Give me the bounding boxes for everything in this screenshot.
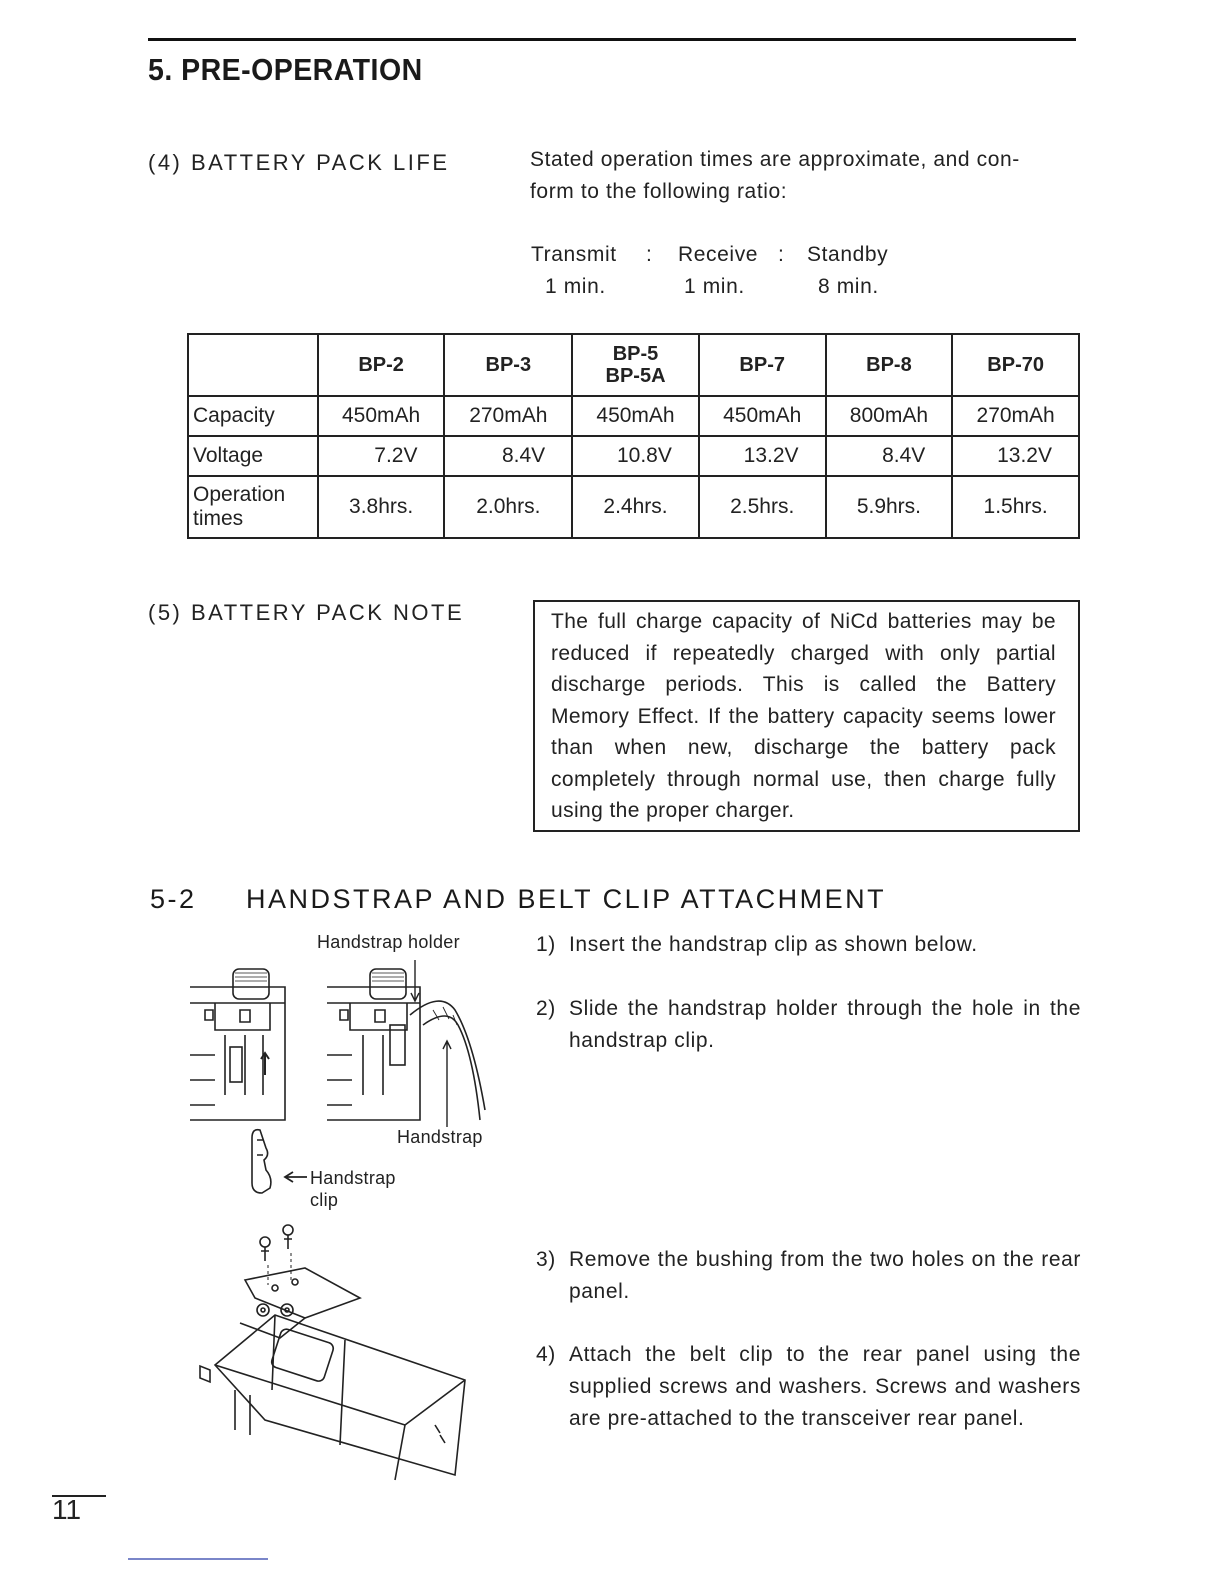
header-bp70: BP-70 [952,334,1079,396]
table-cell: 450mAh [699,396,826,436]
header-bp2: BP-2 [318,334,445,396]
header-bp7: BP-7 [699,334,826,396]
belt-clip-icon [240,1268,360,1338]
row-label-voltage: Voltage [188,436,318,476]
table-cell: 13.2V [699,436,826,476]
step-1 [536,929,1081,961]
step-4 [536,1339,1081,1435]
label-handstrap: Handstrap [397,1127,483,1147]
top-rule [148,38,1076,41]
page-number: 11 [52,1494,82,1525]
ratio-separator-2: : [778,243,785,266]
section-number: 5-2 [150,884,197,914]
table-cell: 2.4hrs. [572,476,699,538]
header-bp5a-line2: BP-5A [605,365,666,387]
table-cell: 2.0hrs. [444,476,572,538]
header-bp8: BP-8 [826,334,953,396]
handstrap-icon [410,960,485,1127]
table-cell: 8.4V [826,436,953,476]
section-heading [150,884,886,915]
battery-note-box [533,600,1080,832]
table-cell: 2.5hrs. [699,476,826,538]
step-number: 1) [536,933,556,956]
table-cell: 5.9hrs. [826,476,953,538]
ratio-standby-value: 8 min. [818,275,879,298]
table-cell: 3.8hrs. [318,476,445,538]
row-label-operation [188,476,318,538]
label-handstrap-clip-line1: Handstrap [310,1168,396,1188]
section-title: HANDSTRAP AND BELT CLIP ATTACHMENT [246,884,887,914]
header-bp5-line1: BP-5 [612,343,659,365]
table-cell: 7.2V [318,436,445,476]
step-text: Remove the bushing from the two holes on the rear panel. [569,1248,1081,1303]
battery-note-heading: (5) BATTERY PACK NOTE [148,600,465,625]
battery-life-heading: (4) BATTERY PACK LIFE [148,150,450,175]
step-number: 2) [536,997,556,1020]
header-empty [188,334,318,396]
table-cell: 800mAh [826,396,953,436]
table-row-operation [188,476,1079,538]
label-handstrap-holder: Handstrap holder [317,932,460,952]
page-title: 5. PRE-OPERATION [148,52,423,87]
bottom-link-underline [128,1558,268,1560]
row-label-operation-line1: Operation [193,483,286,506]
table-cell: 270mAh [444,396,572,436]
belt-clip-illustration [195,1220,485,1490]
row-label-capacity: Capacity [188,396,318,436]
battery-life-intro [530,144,1020,208]
radio-left-icon [190,969,285,1120]
row-label-operation-line2: times [193,507,244,530]
table-cell: 1.5hrs. [952,476,1079,538]
table-cell: 450mAh [572,396,699,436]
intro-line-2: form to the following ratio: [530,180,788,203]
step-text: Attach the belt clip to the rear panel using the supplied screws and washers. Screws and washers are pre-attached to the transceiver rear panel. [569,1343,1081,1430]
step-number: 4) [536,1343,556,1366]
table-cell: 270mAh [952,396,1079,436]
label-handstrap-clip-line2: clip [310,1190,339,1210]
handstrap-clip-icon [252,1130,307,1193]
step-text: Insert the handstrap clip as shown below. [569,933,978,956]
step-number: 3) [536,1248,556,1271]
ratio-separator-1: : [646,243,653,266]
ratio-receive-value: 1 min. [684,275,745,298]
ratio-standby-label: Standby [807,243,889,266]
radio-body-icon [200,1315,465,1480]
table-header-row [188,334,1079,396]
header-bp5 [572,334,699,396]
step-2 [536,993,1081,1057]
ratio-transmit-value: 1 min. [545,275,606,298]
battery-table [187,333,1080,539]
ratio-transmit-label: Transmit [531,243,617,266]
table-row-capacity [188,396,1079,436]
table-cell: 13.2V [952,436,1079,476]
battery-note-text: The full charge capacity of NiCd batteries may be reduced if repeatedly charged with only partial discharge periods. This is called the Battery Memory Effect. If the battery capacity seems lower than when new, discharge the battery pack completely through normal use, then charge fully using the proper charger. [551,610,1056,822]
handstrap-illustration [185,955,505,1200]
intro-line-1: Stated operation times are approximate, and con- [530,148,1020,171]
ratio-receive-label: Receive [678,243,759,266]
step-text: Slide the handstrap holder through the hole in the handstrap clip. [569,997,1081,1052]
radio-right-icon [327,969,420,1120]
step-3 [536,1244,1081,1308]
table-cell: 8.4V [444,436,572,476]
table-row-voltage [188,436,1079,476]
table-cell: 450mAh [318,396,445,436]
table-cell: 10.8V [572,436,699,476]
header-bp3: BP-3 [444,334,572,396]
